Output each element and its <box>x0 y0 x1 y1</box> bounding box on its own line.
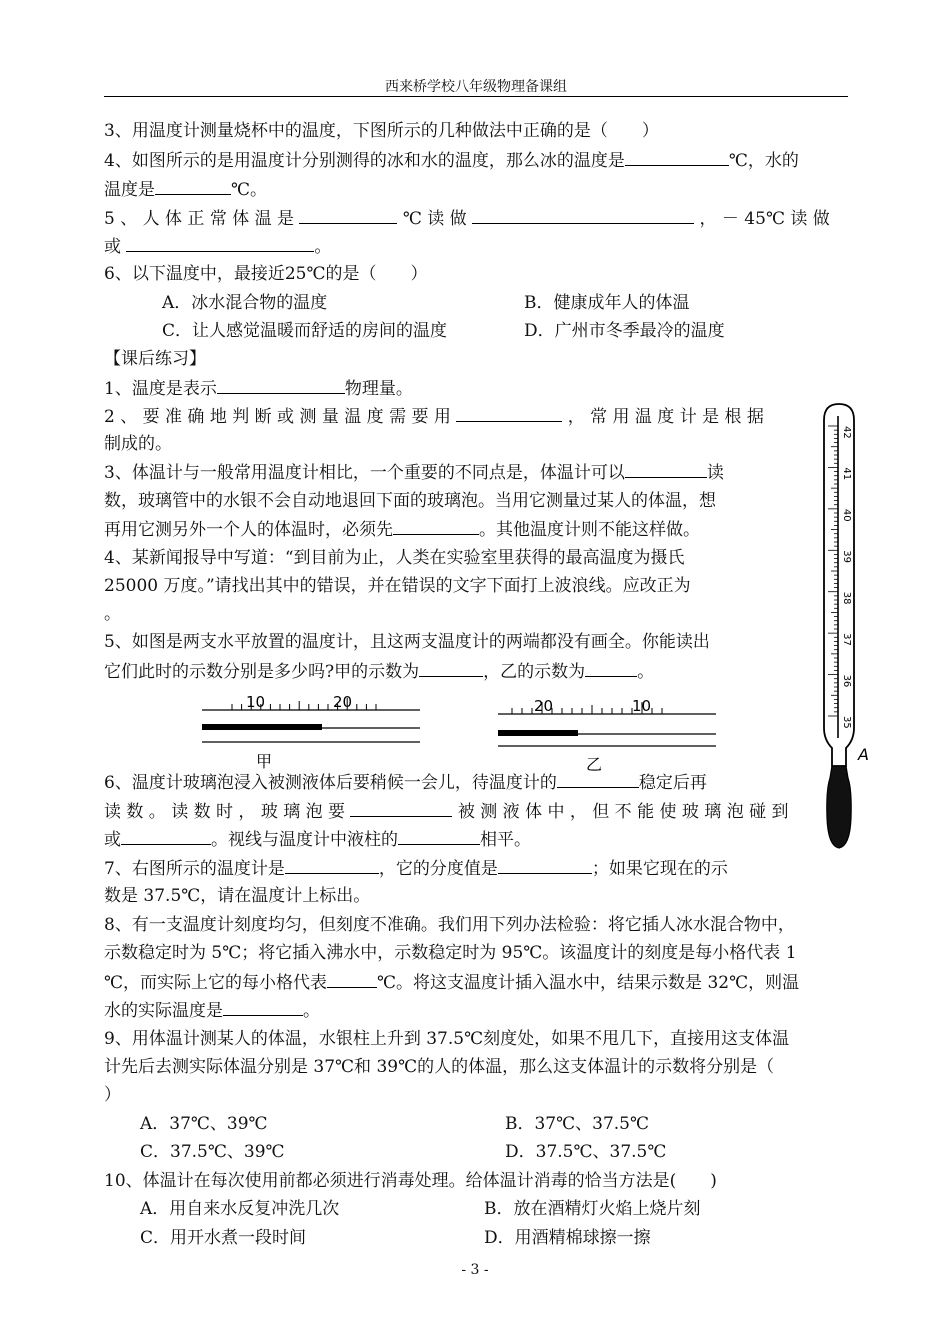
practice-6-line3: 或 。视线与温度计中液柱的 相平。 <box>104 830 531 850</box>
option-d[interactable]: D．广州市冬季最冷的温度 <box>524 321 725 341</box>
practice-9-line1: 9、用体温计测某人的体温，水银柱上升到 37.5℃刻度处，如果不甩几下，直接用这支体温 <box>104 1029 790 1049</box>
practice-4-line1: 4、某新闻报导中写道：“到目前为止，人类在实验室里获得的最高温度为摄氏 <box>104 548 685 568</box>
option-d[interactable]: D．37.5℃、37.5℃ <box>505 1142 667 1162</box>
practice-8-line1: 8、有一支温度计刻度均匀，但刻度不准确。我们用下列办法检验：将它插人冰水混合物中， <box>104 915 795 935</box>
answer-blank[interactable] <box>155 178 231 195</box>
section-heading: 【课后练习】 <box>104 349 206 369</box>
option-b[interactable]: B．放在酒精灯火焰上烧片刻 <box>484 1199 701 1219</box>
scale-label: 42 <box>841 426 852 439</box>
page-header: 西来桥学校八年级物理备课组 <box>385 79 567 95</box>
practice-9-line2: 计先后去测实际体温分别是 37℃和 39℃的人的体温，那么这支体温计的示数将分别是（ <box>104 1057 775 1077</box>
jia-tick-label-right: 20 <box>333 693 353 711</box>
mercury-bulb <box>827 766 851 848</box>
jia-liquid-column <box>202 724 322 730</box>
practice-8-line4: 水的实际温度是 。 <box>104 1001 320 1021</box>
jia-tick-label-left: 10 <box>246 693 266 711</box>
practice-5-line2: 它们此时的示数分别是多少吗?甲的示数为 ，乙的示数为 。 <box>104 662 655 682</box>
header-divider <box>104 96 848 97</box>
answer-blank[interactable] <box>398 828 480 845</box>
answer-blank[interactable] <box>557 771 639 788</box>
option-a[interactable]: A．37℃、39℃ <box>140 1114 268 1134</box>
marker-label: A <box>858 745 869 764</box>
answer-blank[interactable] <box>456 405 562 422</box>
option-c[interactable]: C．37.5℃、39℃ <box>140 1142 285 1162</box>
practice-3-line1: 3、体温计与一般常用温度计相比，一个重要的不同点是，体温计可以 读 <box>104 463 724 483</box>
yi-label: 乙 <box>586 755 603 772</box>
practice-8-line3: ℃，而实际上它的每小格代表 ℃。将这支温度计插入温水中，结果示数是 32℃，则温 <box>104 973 800 993</box>
practice-9-line3: ） <box>104 1085 121 1105</box>
question-3: 3、用温度计测量烧杯中的温度，下图所示的几种做法中正确的是（ ） <box>104 121 659 141</box>
scale-label: 37 <box>841 633 852 646</box>
yi-tick-label-right: 10 <box>632 697 652 715</box>
answer-blank[interactable] <box>285 857 379 874</box>
answer-blank[interactable] <box>217 377 345 394</box>
answer-blank[interactable] <box>327 971 377 988</box>
practice-1: 1、温度是表示 物理量。 <box>104 379 413 399</box>
answer-blank[interactable] <box>585 660 637 677</box>
jia-label: 甲 <box>256 752 273 771</box>
scale-label: 40 <box>841 508 852 522</box>
page-number: - 3 - <box>461 1262 489 1278</box>
answer-blank[interactable] <box>299 207 397 224</box>
practice-7-line2: 数是 37.5℃，请在温度计上标出。 <box>104 886 371 906</box>
option-a[interactable]: A．用自来水反复冲洗几次 <box>140 1199 340 1219</box>
vertical-scale-ticks <box>828 426 838 716</box>
question-6: 6、以下温度中，最接近25℃的是（ ） <box>104 264 428 284</box>
practice-4-line2: 25000 万度。”请找出其中的错误，并在错误的文字下面打上波浪线。应改正为 <box>104 576 691 596</box>
option-b[interactable]: B．37℃、37.5℃ <box>505 1114 650 1134</box>
answer-blank[interactable] <box>625 461 707 478</box>
option-b[interactable]: B．健康成年人的体温 <box>524 293 690 313</box>
practice-3-line3: 再用它测另外一个人的体温时，必须先 。其他温度计则不能这样做。 <box>104 520 700 540</box>
option-c[interactable]: C．让人感觉温暖而舒适的房间的温度 <box>162 321 448 341</box>
vertical-scale-labels <box>841 426 852 729</box>
yi-tick-label-left: 20 <box>534 697 554 715</box>
question-5-line1: 5 、 人 体 正 常 体 温 是 ℃ 读 做 ， － 45℃ 读 做 <box>104 209 830 229</box>
practice-4-line3: 。 <box>104 604 121 624</box>
answer-blank[interactable] <box>350 800 452 817</box>
question-5-line2: 或 。 <box>104 237 332 257</box>
practice-8-line2: 示数稳定时为 5℃；将它插入沸水中，示数稳定时为 95℃。该温度计的刻度是每小格代表 1 <box>104 943 797 963</box>
thermometer-yi <box>498 697 716 772</box>
practice-7-line1: 7、右图所示的温度计是 ，它的分度值是 ；如果它现在的示 <box>104 859 728 879</box>
scale-label: 41 <box>841 467 852 481</box>
answer-blank[interactable] <box>498 857 592 874</box>
option-d[interactable]: D．用酒精棉球擦一擦 <box>484 1228 651 1248</box>
answer-blank[interactable] <box>126 235 314 252</box>
option-c[interactable]: C．用开水煮一段时间 <box>140 1228 307 1248</box>
scale-label: 39 <box>841 550 852 564</box>
question-4-line1: 4、如图所示的是用温度计分别测得的冰和水的温度，那么冰的温度是 ℃，水的 <box>104 151 799 171</box>
practice-6-line1: 6、温度计玻璃泡浸入被测液体后要稍候一会儿，待温度计的 稳定后再 <box>104 773 707 793</box>
yi-liquid-column <box>498 730 578 736</box>
practice-3-line2: 数，玻璃管中的水银不会自动地退回下面的玻璃泡。当用它测量过某人的体温，想 <box>104 491 716 511</box>
practice-5-line1: 5、如图是两支水平放置的温度计，且这两支温度计的两端都没有画全。你能读出 <box>104 632 710 652</box>
answer-blank[interactable] <box>121 828 211 845</box>
scale-label: 35 <box>841 716 852 729</box>
thermometer-outline <box>824 404 854 766</box>
answer-blank[interactable] <box>472 207 694 224</box>
practice-2-line1: 2 、 要 准 确 地 判 断 或 测 量 温 度 需 要 用 ， 常 用 温 度 计 是 根 据 <box>104 407 764 427</box>
question-4-line2: 温度是 ℃。 <box>104 180 268 200</box>
horizontal-thermometers-figure <box>196 690 726 772</box>
practice-6-line2: 读 数 。 读 数 时 ， 玻 璃 泡 要 被 测 液 体 中 ， 但 不 能 使 玻 璃 泡 碰 到 <box>104 802 789 822</box>
option-a[interactable]: A．冰水混合物的温度 <box>162 293 328 313</box>
practice-10: 10、体温计在每次使用前都必须进行消毒处理。给体温计消毒的恰当方法是( ) <box>104 1171 717 1191</box>
answer-blank[interactable] <box>223 999 303 1016</box>
thermometer-jia <box>202 693 420 771</box>
scale-label: 38 <box>841 591 852 605</box>
scale-label: 36 <box>841 674 852 688</box>
practice-2-line2: 制成的。 <box>104 434 172 454</box>
clinical-thermometer-figure <box>808 398 878 868</box>
answer-blank[interactable] <box>419 660 483 677</box>
answer-blank[interactable] <box>625 149 729 166</box>
answer-blank[interactable] <box>393 518 479 535</box>
